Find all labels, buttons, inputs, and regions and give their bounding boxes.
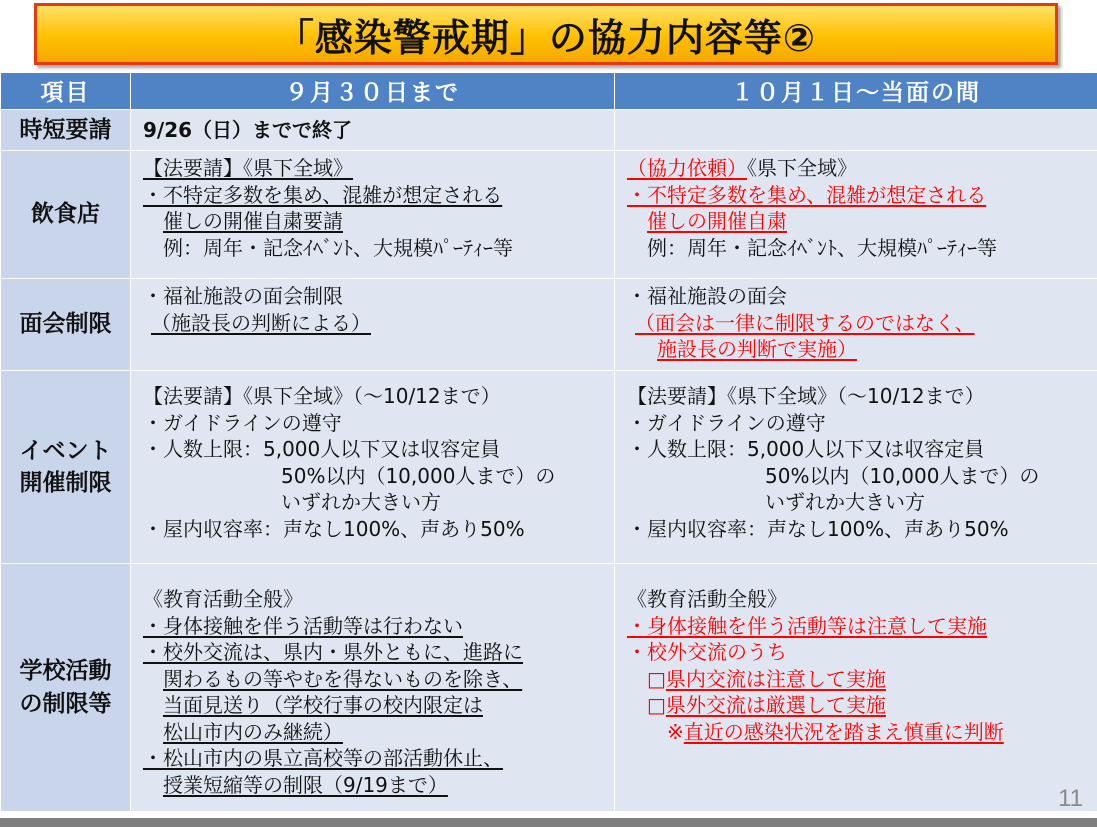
header-item: 項目: [1, 73, 131, 110]
gakko-after-line: 県内交流は注意して実施: [665, 666, 886, 691]
inshoku-after-line: 催しの開催自粛: [647, 209, 787, 233]
table-row-inshoku: [1, 151, 1097, 279]
row-label-gakko-line: 学校活動: [19, 658, 112, 685]
row-label-gakko-line: の制限等: [19, 690, 112, 717]
row-label-event: [1, 371, 131, 564]
gakko-after-emphasis: 注意して実施: [867, 613, 987, 638]
gakko-before-line: 松山市内のみ継続）: [163, 719, 343, 744]
event-before-line: 50%以内（10,000人まで）の: [281, 463, 556, 488]
event-before-line: ・人数上限：5,000人以下又は収容定員: [143, 437, 501, 461]
reference-mark-icon: ※: [667, 719, 684, 744]
event-before-line: いずれか大きい方: [281, 490, 441, 514]
row-label-event-line: 開催制限: [19, 470, 112, 496]
inshoku-before-line: 例：周年・記念ｲﾍﾞﾝﾄ、大規模ﾊﾟｰﾃｨｰ等: [163, 235, 513, 260]
event-before-line: ・屋内収容率：声なし100%、声あり50%: [143, 516, 525, 541]
menkai-before-line: （施設長の判断による）: [151, 310, 371, 335]
inshoku-after-area: 《県下全域》: [747, 156, 857, 180]
cell-event-before: [131, 371, 615, 564]
cell-menkai-after: [615, 279, 1097, 371]
cell-event-after: [615, 371, 1097, 564]
checkbox-icon: □: [647, 693, 666, 717]
cell-jitan-after: [615, 110, 1097, 151]
measures-table: [0, 72, 1097, 812]
menkai-after-line: ・福祉施設の面会: [627, 284, 787, 308]
gakko-before-line: ・校外交流は、県内・県外ともに、進路に: [143, 640, 523, 664]
row-label-gakko: [1, 564, 131, 812]
inshoku-before-line: 催しの開催自粛要請: [163, 209, 343, 233]
gakko-after-line: 県外交流は厳選して実施: [665, 693, 886, 717]
event-after-line: ・人数上限：5,000人以下又は収容定員: [627, 437, 985, 461]
page-title: 「感染警戒期」の協力内容等②: [275, 15, 817, 60]
gakko-after-line: 直近の感染状況を踏まえ慎重に判断: [683, 719, 1004, 744]
title-banner: [34, 3, 1058, 65]
inshoku-after-line: 例：周年・記念ｲﾍﾞﾝﾄ、大規模ﾊﾟｰﾃｨｰ等: [647, 235, 997, 260]
event-before-line: ・ガイドラインの遵守: [143, 410, 342, 435]
cell-gakko-before: [131, 564, 615, 812]
gakko-after-line: 《教育活動全般》: [627, 587, 787, 611]
inshoku-before-line: 【法要請】《県下全域》: [143, 156, 353, 180]
inshoku-after-request-type: （協力依頼）: [627, 156, 747, 180]
menkai-after-line: 施設長の判断で実施）: [657, 337, 857, 361]
gakko-before-line: 当面見送り（学校行事の校内限定は: [163, 693, 483, 717]
footer-bar: [0, 818, 1097, 827]
row-label-event-line: イベント: [19, 437, 112, 464]
inshoku-after-line: ・不特定多数を集め、混雑が想定される: [627, 182, 987, 207]
event-after-line: ・屋内収容率：声なし100%、声あり50%: [627, 516, 1009, 541]
menkai-before-line: ・福祉施設の面会制限: [143, 284, 343, 308]
gakko-before-line: ・身体接触を伴う活動等は行わない: [143, 613, 463, 638]
gakko-after-line: ・身体接触を伴う活動等は: [627, 613, 867, 638]
table-row-jitan: [1, 110, 1097, 151]
header-from-oct1: １０月１日～当面の間: [615, 73, 1097, 110]
cell-inshoku-before: [131, 151, 615, 279]
row-label-inshoku: 飲食店: [1, 151, 131, 279]
header-until-sep30: ９月３０日まで: [131, 73, 615, 110]
cell-gakko-after: [615, 564, 1097, 812]
event-after-line: 【法要請】《県下全域》（～10/12まで）: [627, 384, 985, 408]
page-number: 11: [1058, 785, 1083, 812]
menkai-after-line: （面会は一律に制限するのではなく、: [635, 310, 975, 335]
row-label-menkai: 面会制限: [1, 279, 131, 371]
event-after-line: 50%以内（10,000人まで）の: [765, 463, 1040, 488]
event-after-line: ・ガイドラインの遵守: [627, 410, 826, 435]
gakko-before-line: 授業短縮等の制限（9/19まで）: [163, 772, 448, 797]
table-row-event: [1, 371, 1097, 564]
gakko-before-line: ・松山市内の県立高校等の部活動休止、: [143, 746, 503, 770]
gakko-after-line: ・校外交流のうち: [627, 640, 787, 664]
gakko-before-line: 関わるもの等やむを得ないものを除き、: [163, 666, 523, 691]
gakko-before-line: 《教育活動全般》: [143, 587, 303, 611]
table-row-gakko: [1, 564, 1097, 812]
cell-menkai-before: [131, 279, 615, 371]
jitan-before-line: 9/26（日）までで終了: [143, 117, 353, 142]
event-after-line: いずれか大きい方: [765, 490, 925, 514]
checkbox-icon: □: [647, 666, 666, 691]
table-row-menkai: [1, 279, 1097, 371]
inshoku-before-line: ・不特定多数を集め、混雑が想定される: [143, 182, 503, 207]
event-before-line: 【法要請】《県下全域》（～10/12まで）: [143, 384, 501, 408]
row-label-jitan: 時短要請: [1, 110, 131, 151]
table-header-row: [1, 73, 1097, 110]
cell-jitan-before: [131, 110, 615, 151]
cell-inshoku-after: [615, 151, 1097, 279]
